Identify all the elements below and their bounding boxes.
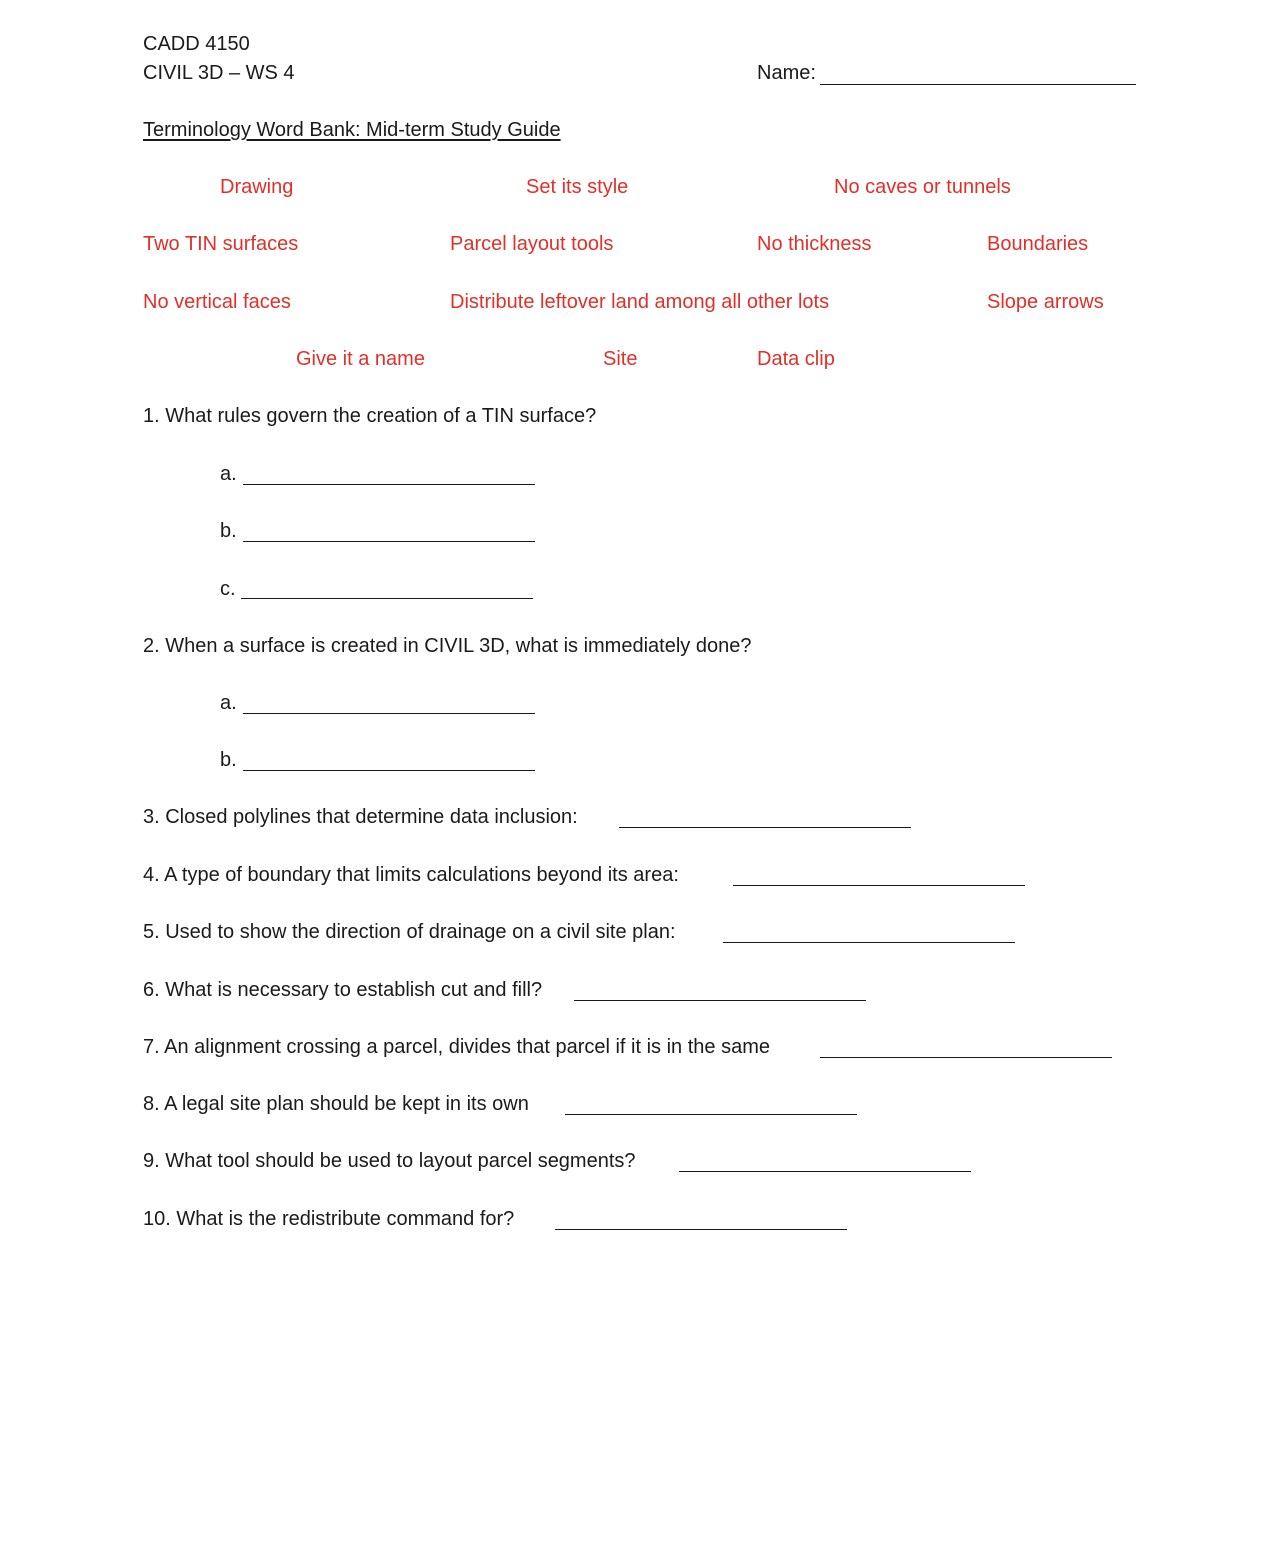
question-8-answer[interactable] — [565, 1114, 857, 1115]
question-7-answer[interactable] — [820, 1057, 1112, 1058]
word-bank-item: Parcel layout tools — [450, 233, 614, 255]
question-7: 7. An alignment crossing a parcel, divides that parcel if it is in the same — [143, 1036, 770, 1058]
word-bank-item: Site — [603, 348, 638, 370]
word-bank-item: Two TIN surfaces — [143, 233, 299, 255]
question-5-answer[interactable] — [723, 942, 1015, 943]
question-10: 10. What is the redistribute command for? — [143, 1208, 515, 1230]
question-1-a-label: a. — [220, 463, 237, 485]
question-1-c-answer[interactable] — [241, 598, 533, 599]
question-3: 3. Closed polylines that determine data inclusion: — [143, 806, 578, 828]
course-code: CADD 4150 — [143, 33, 250, 55]
name-label: Name: — [757, 62, 816, 84]
question-4: 4. A type of boundary that limits calculations beyond its area: — [143, 864, 679, 886]
word-bank-item: Boundaries — [987, 233, 1089, 255]
question-8: 8. A legal site plan should be kept in its own — [143, 1093, 529, 1115]
word-bank-item: No vertical faces — [143, 291, 291, 313]
word-bank-item: Give it a name — [296, 348, 425, 370]
question-1-a-answer[interactable] — [243, 484, 535, 485]
question-1-c-label: c. — [220, 578, 236, 600]
question-6: 6. What is necessary to establish cut and fill? — [143, 979, 543, 1001]
word-bank-item: Distribute leftover land among all other lots — [450, 291, 830, 313]
question-1-b-answer[interactable] — [243, 541, 535, 542]
word-bank-item: No thickness — [757, 233, 872, 255]
word-bank-item: Data clip — [757, 348, 835, 370]
worksheet-title: CIVIL 3D – WS 4 — [143, 62, 295, 84]
question-2: 2. When a surface is created in CIVIL 3D, what is immediately done? — [143, 635, 752, 657]
question-1-b-label: b. — [220, 520, 237, 542]
page-title: Terminology Word Bank: Mid-term Study Guide — [143, 119, 561, 141]
question-2-b-answer[interactable] — [243, 770, 535, 771]
question-9-answer[interactable] — [679, 1171, 971, 1172]
word-bank-item: No caves or tunnels — [834, 176, 1011, 198]
name-field[interactable] — [820, 84, 1136, 85]
word-bank-item: Drawing — [220, 176, 294, 198]
question-3-answer[interactable] — [619, 827, 911, 828]
question-4-answer[interactable] — [733, 885, 1025, 886]
word-bank-item: Slope arrows — [987, 291, 1104, 313]
word-bank-item: Set its style — [526, 176, 629, 198]
question-1: 1. What rules govern the creation of a TIN surface? — [143, 405, 597, 427]
question-2-b-label: b. — [220, 749, 237, 771]
question-2-a-label: a. — [220, 692, 237, 714]
question-10-answer[interactable] — [555, 1229, 847, 1230]
question-6-answer[interactable] — [574, 1000, 866, 1001]
question-5: 5. Used to show the direction of drainage on a civil site plan: — [143, 921, 676, 943]
question-9: 9. What tool should be used to layout parcel segments? — [143, 1150, 636, 1172]
question-2-a-answer[interactable] — [243, 713, 535, 714]
